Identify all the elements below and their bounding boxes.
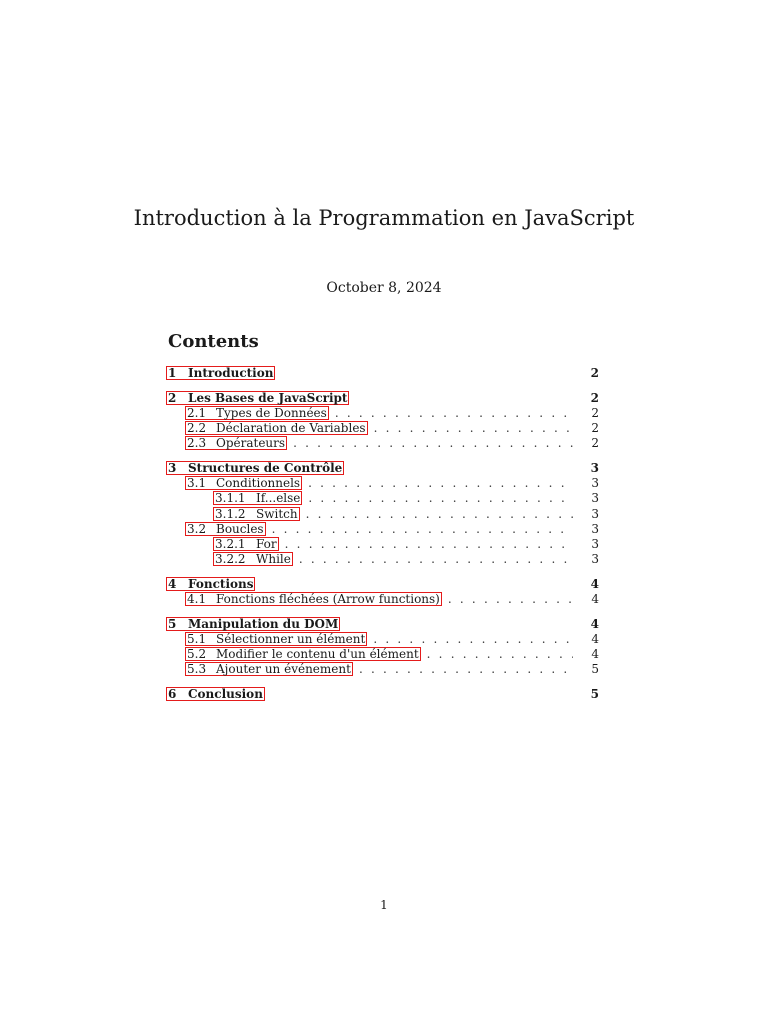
toc-entry-page: 4 — [591, 631, 599, 646]
toc-entry-page: 4 — [591, 591, 599, 606]
toc-entry — [166, 552, 600, 567]
toc-entry-page: 3 — [591, 476, 599, 491]
toc-entry — [166, 366, 600, 381]
toc-entry-title: Les Bases de JavaScript — [188, 390, 348, 405]
toc-entry-page: 2 — [591, 421, 599, 436]
toc-entry — [166, 476, 600, 491]
toc-entry-number: 3.1 — [187, 476, 207, 491]
toc-link[interactable] — [213, 507, 300, 521]
toc-entry-title: Sélectionner un élément — [216, 631, 366, 646]
toc-link[interactable] — [185, 632, 367, 646]
toc-entry-page: 2 — [590, 366, 599, 380]
toc-dot-leader — [359, 662, 573, 677]
toc-dot-leader — [308, 476, 573, 491]
toc-entry-number: 3 — [168, 460, 177, 475]
toc-entry-page: 3 — [590, 460, 599, 475]
toc-entry — [166, 421, 600, 436]
toc-dot-leader — [306, 507, 573, 522]
toc-entry-title: Conditionnels — [216, 476, 301, 491]
toc-entry-number: 4 — [168, 576, 177, 591]
toc-entry-number: 3.1.1 — [215, 491, 246, 506]
toc-entry-number: 5.2 — [187, 647, 207, 661]
toc-entry-number: 5 — [168, 616, 177, 631]
toc-entry-title: Opérateurs — [216, 436, 286, 451]
toc-link[interactable] — [185, 436, 287, 450]
document-date: October 8, 2024 — [326, 280, 442, 296]
toc-entry — [166, 592, 600, 607]
toc-link[interactable] — [166, 391, 349, 405]
toc-dot-leader — [374, 421, 573, 436]
toc-entry-number: 3.2 — [187, 521, 207, 536]
toc-link[interactable] — [166, 461, 344, 475]
toc-entry — [166, 662, 600, 677]
toc-link[interactable] — [213, 491, 302, 505]
toc-entry — [166, 647, 600, 662]
toc-link[interactable] — [166, 366, 275, 380]
toc-entry-number: 2.3 — [187, 436, 207, 451]
toc-entry-title: Fonctions — [188, 576, 254, 591]
toc-link[interactable] — [185, 406, 329, 420]
contents-heading: Contents — [168, 331, 259, 352]
toc-entry-page: 5 — [591, 662, 599, 677]
toc-entry-page: 2 — [591, 436, 599, 451]
toc-dot-leader — [299, 552, 573, 567]
toc-entry-title: For — [256, 536, 277, 551]
toc-link[interactable] — [213, 537, 279, 551]
toc-entry-page: 4 — [590, 616, 599, 631]
toc-entry-title: Manipulation du DOM — [188, 616, 339, 631]
toc-entry-number: 6 — [168, 686, 177, 701]
toc-link[interactable] — [166, 577, 255, 591]
toc-entry-page: 2 — [591, 405, 599, 420]
toc-dot-leader — [293, 436, 573, 451]
toc-entry-title: Déclaration de Variables — [216, 421, 366, 436]
toc-entry — [166, 436, 600, 451]
toc-entry-page: 3 — [591, 552, 599, 567]
toc-dot-leader — [448, 592, 573, 607]
toc-entry-title: Structures de Contrôle — [188, 460, 343, 475]
toc-entry — [166, 632, 600, 647]
toc-entry-title: Conclusion — [188, 686, 263, 701]
toc-entry-page: 4 — [590, 576, 599, 591]
toc-entry-title: Boucles — [216, 521, 264, 536]
toc-entry-page: 3 — [591, 521, 599, 536]
toc-link[interactable] — [185, 522, 266, 536]
toc-entry-title: Switch — [256, 506, 298, 521]
toc-entry-page: 3 — [591, 491, 599, 506]
toc-entry-number: 2.2 — [187, 421, 207, 436]
toc-entry — [166, 522, 600, 537]
toc-entry — [166, 491, 600, 506]
toc-entry-page: 4 — [591, 647, 599, 661]
toc-entry-title: Modifier le contenu d'un élément — [216, 647, 419, 661]
page-number: 1 — [380, 898, 388, 912]
toc-link[interactable] — [166, 687, 265, 701]
toc-dot-leader — [308, 491, 573, 506]
toc-entry-page: 3 — [591, 506, 599, 521]
toc-dot-leader — [335, 406, 573, 421]
toc-entry — [166, 507, 600, 522]
toc-link[interactable] — [185, 476, 302, 490]
toc-entry-number: 1 — [168, 366, 177, 380]
toc-entry-title: Fonctions fléchées (Arrow functions) — [216, 591, 440, 606]
toc-entry — [166, 461, 600, 476]
toc-dot-leader — [427, 647, 573, 662]
toc-entry — [166, 406, 600, 421]
toc-entry-title: Ajouter un événement — [216, 662, 351, 677]
toc-link[interactable] — [185, 647, 421, 661]
toc-entry-page: 3 — [591, 536, 599, 551]
document-title: Introduction à la Programmation en JavaScript — [133, 206, 635, 230]
toc-link[interactable] — [166, 617, 340, 631]
toc-entry-title: Types de Données — [216, 405, 327, 420]
toc-entry-number: 2.1 — [187, 405, 207, 420]
toc-entry-page: 5 — [590, 686, 599, 701]
toc-entry-title: If...else — [256, 491, 301, 506]
toc-entry-number: 4.1 — [187, 591, 207, 606]
toc-dot-leader — [285, 537, 573, 552]
toc-entry-number: 5.3 — [187, 662, 207, 677]
toc-entry — [166, 391, 600, 406]
toc-entry-number: 3.2.2 — [215, 552, 246, 567]
toc-link[interactable] — [213, 552, 293, 566]
toc-entry — [166, 617, 600, 632]
toc-entry-title: While — [256, 552, 291, 567]
toc-entry-number: 5.1 — [187, 631, 207, 646]
toc-link[interactable] — [185, 662, 353, 676]
toc-entry — [166, 577, 600, 592]
toc-entry — [166, 537, 600, 552]
toc-entry-number: 3.2.1 — [215, 536, 246, 551]
toc-dot-leader — [272, 522, 573, 537]
toc-entry-title: Introduction — [188, 366, 274, 380]
toc-entry-number: 3.1.2 — [215, 506, 246, 521]
toc-link[interactable] — [185, 421, 368, 435]
toc-dot-leader — [373, 632, 573, 647]
toc-link[interactable] — [185, 592, 442, 606]
table-of-contents — [166, 364, 600, 702]
toc-entry-page: 2 — [590, 390, 599, 405]
toc-entry — [166, 687, 600, 702]
toc-entry-number: 2 — [168, 390, 177, 405]
